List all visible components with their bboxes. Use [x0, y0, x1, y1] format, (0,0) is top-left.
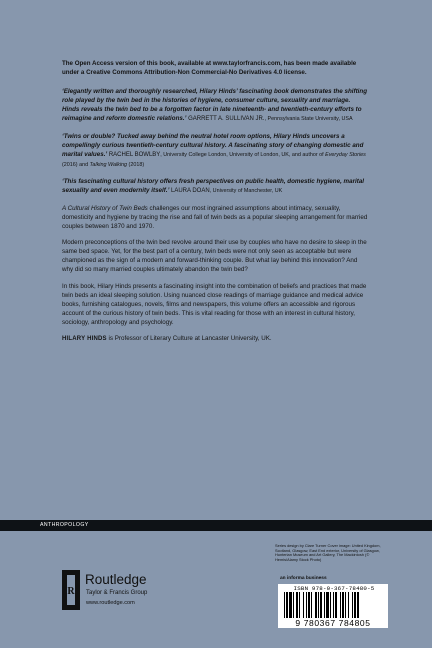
- routledge-logo-icon: [62, 570, 80, 610]
- review-quote: ‘Twins or double? Tucked away behind the neutral hotel room options, Hilary Hinds uncovers a compellingly curious twentieth-century cultural history. A fascinating story of changing domestic and marital values.’: [62, 132, 364, 158]
- reviewer-name: RACHEL BOWLBY: [107, 151, 161, 158]
- review-2: ‘Twins or double? Tucked away behind the neutral hotel room options, Hilary Hinds uncovers a compellingly curious twentieth-century cultural history. A fascinating story of changing domestic and marital values.’ RACHEL BOWLBY, University College London, University of London, UK, and author of Everyday Stories (2016) and Talking Walking (2018): [62, 132, 366, 168]
- barcode-bars-icon: [282, 592, 384, 618]
- category-label: ANTHROPOLOGY: [40, 522, 89, 528]
- cover-credits: Series design by Clare Turner Cover image: United Kingdom, Scotland, Glasgow, East End exterior, University of Glasgow, Hunterian Museum and Art Gallery, The Mackintosh (© Hemis/Alamy Stock Photo): [275, 543, 381, 563]
- reviewer-name: LAURA DOAN: [169, 188, 210, 195]
- reviewer-affiliation: , University College London, University of London, UK, and author of: [160, 151, 326, 158]
- review-quote: ‘Elegantly written and thoroughly researched, Hilary Hinds’ fascinating book demonstrates the shifting role played by the twin bed in the histories of hygiene, consumer culture, sexuality and marriage. Hinds reveals the twin bed to be a forgotten factor in late nineteenth- and twentieth-century efforts to reimagine and reform domestic relations.’: [62, 88, 368, 123]
- reviewer-work-title: Everyday Stories: [325, 151, 366, 158]
- review-3: [62, 177, 368, 196]
- publisher-group: Taylor & Francis Group: [86, 590, 148, 596]
- isbn-text: ISBN 978-0-367-78480-5: [293, 585, 375, 592]
- back-cover-text: [62, 60, 368, 417]
- review-1: [62, 87, 368, 124]
- review-quote: ‘This fascinating cultural history offers fresh perspectives on public health, domestic hygiene, marital sexuality and even modernity itself.’: [62, 178, 365, 195]
- reviewer-affiliation: , University of Manchester, UK: [209, 188, 283, 195]
- author-name: HILARY HINDS: [62, 336, 107, 343]
- reviewer-work-title: Talking Walking: [89, 161, 128, 168]
- svg-text:R: R: [67, 586, 75, 597]
- description-paragraph: Modern preconceptions of the twin bed revolve around their use by couples who have no desire to sleep in the same bed space. Yet, for the best part of a century, twin beds were not only seen as acceptable but were championed as the sign of a modern and forward-thinking couple. But what lay behind this innovation? And why did so many married couples ultimately abandon the twin bed?: [62, 239, 367, 274]
- publisher-name: Routledge: [85, 572, 147, 587]
- open-access-notice: The Open Access version of this book, available at www.taylorfrancis.com, has been made available under a Creative Commons Attribution-Non Commercial-No Derivatives 4.0 license.: [62, 60, 357, 76]
- barcode-digits: 9 780367 784805: [295, 618, 371, 628]
- description-paragraph: A Cultural History of Twin Beds challenges our most ingrained assumptions about intimacy, sexuality, domesticity and hygiene by tracing the rise and fall of twin beds as a popular sleeping arrangement for married couples between 1870 and 1970.: [62, 204, 368, 230]
- barcode: [278, 584, 388, 628]
- reviewer-name: GARRETT A. SULLIVAN JR.: [188, 116, 265, 123]
- publisher-url[interactable]: www.routledge.com: [86, 600, 135, 606]
- reviewer-affiliation: , Pennsylvania State University, USA: [264, 116, 353, 123]
- book-title: A Cultural History of Twin Beds: [62, 204, 148, 212]
- informa-label: an informa business: [280, 576, 327, 581]
- author-bio: HILARY HINDS is Professor of Literary Culture at Lancaster University, UK.: [62, 335, 272, 343]
- description-paragraph: In this book, Hilary Hinds presents a fascinating insight into the combination of beliefs and practices that made twin beds an ideal sleeping solution. Using nuanced close readings of marriage guidance and medical advice books, furnishing catalogues, novels, films and newspapers, this volume offers an accessible and rigorous account of the curious history of twin beds. This is vital reading for those with an interest in cultural history, sociology, anthropology and psychology.: [62, 282, 367, 326]
